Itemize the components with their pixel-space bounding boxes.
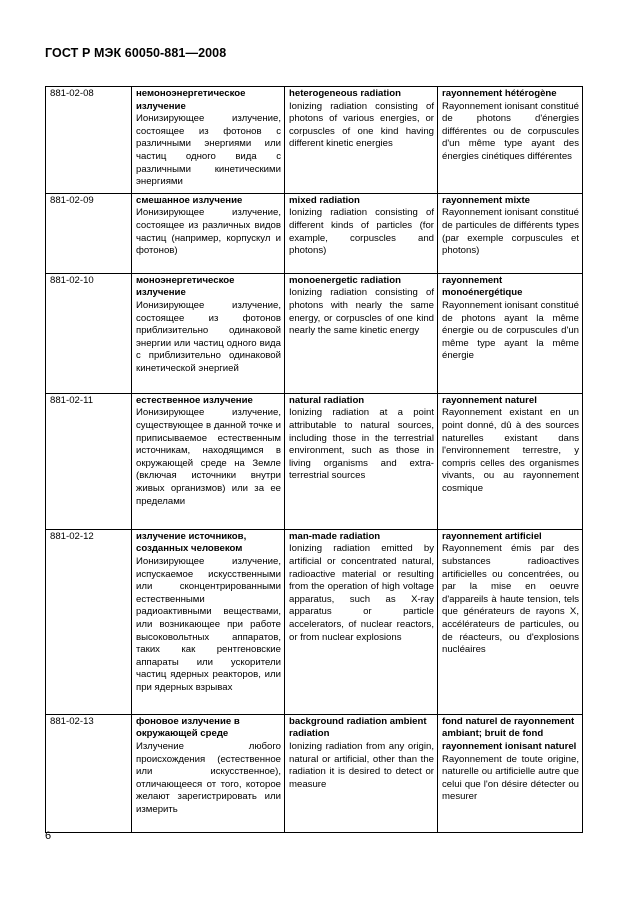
- french-definition: Rayonnement ionisant constitué de photons d'énergies différentes ou de corpuscules d'un même type ayant des énergies cinétiques différentes: [442, 100, 579, 162]
- term-number: 881-02-13: [46, 714, 132, 832]
- english-term: monoenergetic radiation: [289, 274, 401, 286]
- russian-definition: Ионизирующее излучение, состоящее из фотонов приблизительно одинаковой энергии или частиц одного вида с приблизительно одинаковой кинетической энергией: [136, 299, 281, 374]
- term-number: 881-02-08: [46, 87, 132, 194]
- english-term: background radiation ambient radiation: [289, 715, 427, 740]
- french-definition: Rayonnement de toute origine, naturelle ou artificielle autre que celui que l'on désire détecter ou mesurer: [442, 753, 579, 803]
- french-cell: [438, 87, 583, 194]
- french-term: rayonnement monoénergétique: [442, 274, 523, 299]
- term-row: [46, 714, 583, 832]
- russian-term: моноэнергетическое излучение: [136, 274, 235, 299]
- english-definition: Ionizing radiation consisting of photons with nearly the same energy, or corpuscles of one kind nearly the same kinetic energy: [289, 287, 434, 337]
- term-row: [46, 393, 583, 529]
- term-number: 881-02-12: [46, 529, 132, 714]
- french-cell: [438, 714, 583, 832]
- french-term: rayonnement hétérogène: [442, 88, 557, 99]
- english-term: heterogeneous radiation: [289, 88, 401, 99]
- french-definition: Rayonnement émis par des substances radioactives artificielles ou concentrées, ou par la mise en oeuvre d'appareils à haute tension, tels que générateurs de rayons X, accélérateurs de particules, ou de réacteurs, ou d'explosions nucléaires: [442, 543, 579, 656]
- english-term: mixed radiation: [289, 194, 360, 206]
- russian-cell: [132, 87, 285, 194]
- english-definition: Ionizing radiation emitted by artificial or concentrated natural, radioactive material or resulting from the operation of high voltage apparatus, such as X-ray apparatus or particle accelerators, of nuclear reactors, or from nuclear explosions: [289, 543, 434, 643]
- russian-definition: Ионизирующее излучение, состоящее из фотонов с различными энергиями или частиц одного вида с различными кинетическими энергиями: [136, 113, 281, 188]
- page-number: 6: [45, 830, 52, 842]
- russian-cell: [132, 193, 285, 273]
- french-definition: Rayonnement ionisant constitué de particules de différents types (par exemple corpuscules et photons): [442, 207, 579, 257]
- french-definition: Rayonnement existant en un point donné, dû à des sources naturelles existant dans l'environnement terrestre, y compris celles des organismes vivants, ou au rayonnement cosmique: [442, 407, 579, 494]
- russian-term: немоноэнергетическое излучение: [136, 88, 246, 112]
- english-cell: [285, 193, 438, 273]
- russian-cell: [132, 273, 285, 393]
- french-term: rayonnement mixte: [442, 194, 530, 206]
- russian-cell: [132, 714, 285, 832]
- russian-definition: Излучение любого происхождения (естественное или искусственное), отличающееся от того, которое желают зарегистрировать или измерить: [136, 740, 281, 815]
- russian-term: смешанное излучение: [136, 194, 243, 206]
- french-cell: [438, 393, 583, 529]
- terms-table: [45, 86, 583, 833]
- english-cell: [285, 87, 438, 194]
- english-cell: [285, 393, 438, 529]
- russian-definition: Ионизирующее излучение, состоящее из различных видов частиц (например, корпускул и фотонов): [136, 207, 281, 257]
- french-cell: [438, 193, 583, 273]
- term-row: [46, 193, 583, 273]
- french-cell: [438, 529, 583, 714]
- english-term: man-made radiation: [289, 530, 381, 542]
- term-number: 881-02-11: [46, 393, 132, 529]
- term-row: [46, 529, 583, 714]
- term-number: 881-02-10: [46, 273, 132, 393]
- russian-term: естественное излучение: [136, 394, 253, 406]
- russian-term: излучение источников, созданных человеком: [136, 530, 247, 555]
- russian-cell: [132, 529, 285, 714]
- russian-definition: Ионизирующее излучение, испускаемое искусственными или сконцентрированными естественными радиоактивными веществами, или возникающее при работе высоковольтных аппаратов, таких как рентгеновские аппараты или ускорители частиц ядерных реакторов, или при ядерных взрывах: [136, 555, 281, 693]
- french-term: fond naturel de rayonnement ambiant; bruit de fond rayonnement ionisant naturel: [442, 715, 577, 752]
- russian-term: фоновое излучение в окружающей среде: [136, 715, 240, 740]
- english-definition: Ionizing radiation at a point attributable to natural sources, including those in the terrestrial environment, such as those in living organisms and extra-terrestrial sources: [289, 407, 434, 482]
- english-cell: [285, 529, 438, 714]
- term-number: 881-02-09: [46, 193, 132, 273]
- term-row: [46, 87, 583, 194]
- document-header: ГОСТ Р МЭК 60050-881—2008: [45, 46, 227, 60]
- french-cell: [438, 273, 583, 393]
- english-definition: Ionizing radiation consisting of photons of various energies, or corpuscles of one kind having different kinetic energies: [289, 100, 434, 150]
- english-definition: Ionizing radiation from any origin, natural or artificial, other than the radiation it is desired to detect or measure: [289, 740, 434, 790]
- english-cell: [285, 714, 438, 832]
- french-term: rayonnement artificiel: [442, 530, 542, 542]
- english-term: natural radiation: [289, 394, 365, 406]
- english-definition: Ionizing radiation consisting of different kinds of particles (for example, corpuscles and photons): [289, 207, 434, 257]
- russian-cell: [132, 393, 285, 529]
- terms-table-body: [46, 87, 583, 833]
- french-term: rayonnement naturel: [442, 394, 537, 406]
- french-definition: Rayonnement ionisant constitué de photons ayant la même énergie ou de corpuscules d'un même type ayant la même énergie: [442, 299, 579, 362]
- russian-definition: Ионизирующее излучение, существующее в данной точке и приписываемое естественным источникам, находящимся в окружающей среде на Земле (включая источники внутри живых организмов) или за ее пределами: [136, 407, 281, 507]
- english-cell: [285, 273, 438, 393]
- term-row: [46, 273, 583, 393]
